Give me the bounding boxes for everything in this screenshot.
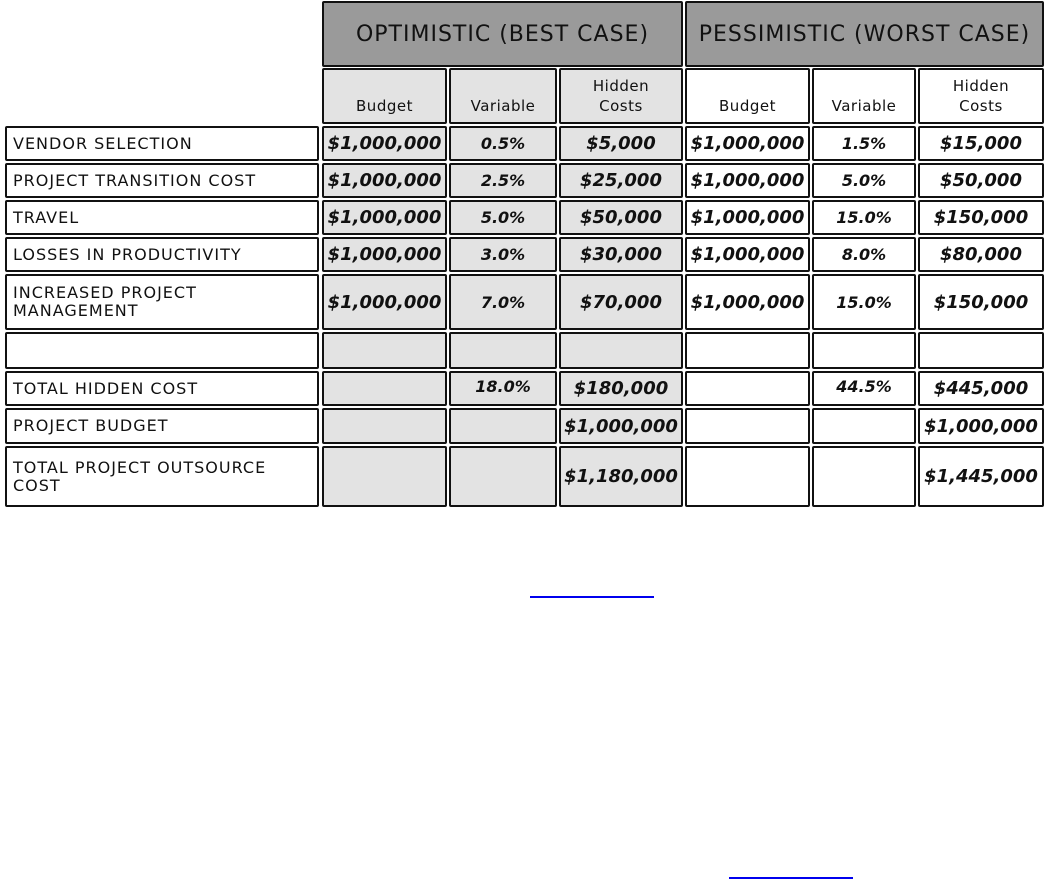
optimistic-budget-cell: [322, 408, 447, 444]
column-header-hidden: Hidden Costs: [918, 68, 1044, 124]
optimistic-hidden-cell: $30,000: [559, 237, 683, 272]
row-label: PROJECT BUDGET: [5, 408, 319, 444]
optimistic-variable-cell: 18.0%: [449, 371, 557, 406]
optimistic-budget-cell: $1,000,000: [322, 163, 447, 198]
pessimistic-budget-cell: $1,000,000: [685, 237, 810, 272]
optimistic-budget-cell: $1,000,000: [322, 274, 447, 330]
column-header-hidden: Hidden Costs: [559, 68, 683, 124]
pessimistic-budget-cell: [685, 446, 810, 507]
optimistic-hidden-cell: $1,180,000: [559, 446, 683, 507]
hidden-cost-table: [4, 0, 1047, 508]
pessimistic-hidden-cell: $1,445,000: [918, 446, 1044, 507]
optimistic-variable-cell: 2.5%: [449, 163, 557, 198]
optimistic-variable-cell: [449, 408, 557, 444]
optimistic-variable-cell: [449, 332, 557, 369]
optimistic-budget-cell: [322, 332, 447, 369]
optimistic-hidden-cell: [559, 332, 683, 369]
optimistic-budget-cell: $1,000,000: [322, 200, 447, 235]
pessimistic-variable-cell: 44.5%: [812, 371, 916, 406]
pessimistic-budget-cell: $1,000,000: [685, 163, 810, 198]
pessimistic-hidden-cell: $150,000: [918, 200, 1044, 235]
row-label: VENDOR SELECTION: [5, 126, 319, 161]
pessimistic-variable-cell: [812, 332, 916, 369]
optimistic-variable-cell: 0.5%: [449, 126, 557, 161]
column-header-variable: Variable: [812, 68, 916, 124]
pessimistic-budget-cell: $1,000,000: [685, 126, 810, 161]
row-label: PROJECT TRANSITION COST: [5, 163, 319, 198]
pessimistic-hidden-cell: $15,000: [918, 126, 1044, 161]
scenario-header-optimistic: OPTIMISTIC (BEST CASE): [322, 1, 683, 67]
optimistic-variable-cell: 3.0%: [449, 237, 557, 272]
pessimistic-hidden-cell: $80,000: [918, 237, 1044, 272]
pessimistic-hidden-cell: $1,000,000: [918, 408, 1044, 444]
row-label: LOSSES IN PRODUCTIVITY: [5, 237, 319, 272]
pessimistic-hidden-cell: [918, 332, 1044, 369]
optimistic-hidden-cell: $50,000: [559, 200, 683, 235]
pessimistic-budget-cell: [685, 332, 810, 369]
pessimistic-variable-cell: [812, 408, 916, 444]
pessimistic-variable-cell: 1.5%: [812, 126, 916, 161]
footnote-link-1[interactable]: [530, 596, 654, 598]
optimistic-variable-cell: [449, 446, 557, 507]
pessimistic-variable-cell: 15.0%: [812, 200, 916, 235]
pessimistic-hidden-cell: $150,000: [918, 274, 1044, 330]
row-label: [5, 332, 319, 369]
pessimistic-hidden-cell: $445,000: [918, 371, 1044, 406]
row-label: TOTAL HIDDEN COST: [5, 371, 319, 406]
optimistic-variable-cell: 7.0%: [449, 274, 557, 330]
optimistic-budget-cell: $1,000,000: [322, 237, 447, 272]
optimistic-hidden-cell: $180,000: [559, 371, 683, 406]
row-label: INCREASED PROJECT MANAGEMENT: [5, 274, 319, 330]
optimistic-hidden-cell: $70,000: [559, 274, 683, 330]
pessimistic-budget-cell: [685, 408, 810, 444]
optimistic-hidden-cell: $25,000: [559, 163, 683, 198]
optimistic-budget-cell: $1,000,000: [322, 126, 447, 161]
row-label: TOTAL PROJECT OUTSOURCE COST: [5, 446, 319, 507]
optimistic-hidden-cell: $1,000,000: [559, 408, 683, 444]
pessimistic-variable-cell: [812, 446, 916, 507]
column-header-variable: Variable: [449, 68, 557, 124]
scenario-header-pessimistic: PESSIMISTIC (WORST CASE): [685, 1, 1044, 67]
optimistic-budget-cell: [322, 446, 447, 507]
pessimistic-variable-cell: 5.0%: [812, 163, 916, 198]
pessimistic-hidden-cell: $50,000: [918, 163, 1044, 198]
row-label: TRAVEL: [5, 200, 319, 235]
optimistic-hidden-cell: $5,000: [559, 126, 683, 161]
optimistic-variable-cell: 5.0%: [449, 200, 557, 235]
pessimistic-budget-cell: [685, 371, 810, 406]
column-header-budget: Budget: [322, 68, 447, 124]
optimistic-budget-cell: [322, 371, 447, 406]
pessimistic-variable-cell: 15.0%: [812, 274, 916, 330]
pessimistic-variable-cell: 8.0%: [812, 237, 916, 272]
column-header-budget: Budget: [685, 68, 810, 124]
pessimistic-budget-cell: $1,000,000: [685, 274, 810, 330]
pessimistic-budget-cell: $1,000,000: [685, 200, 810, 235]
